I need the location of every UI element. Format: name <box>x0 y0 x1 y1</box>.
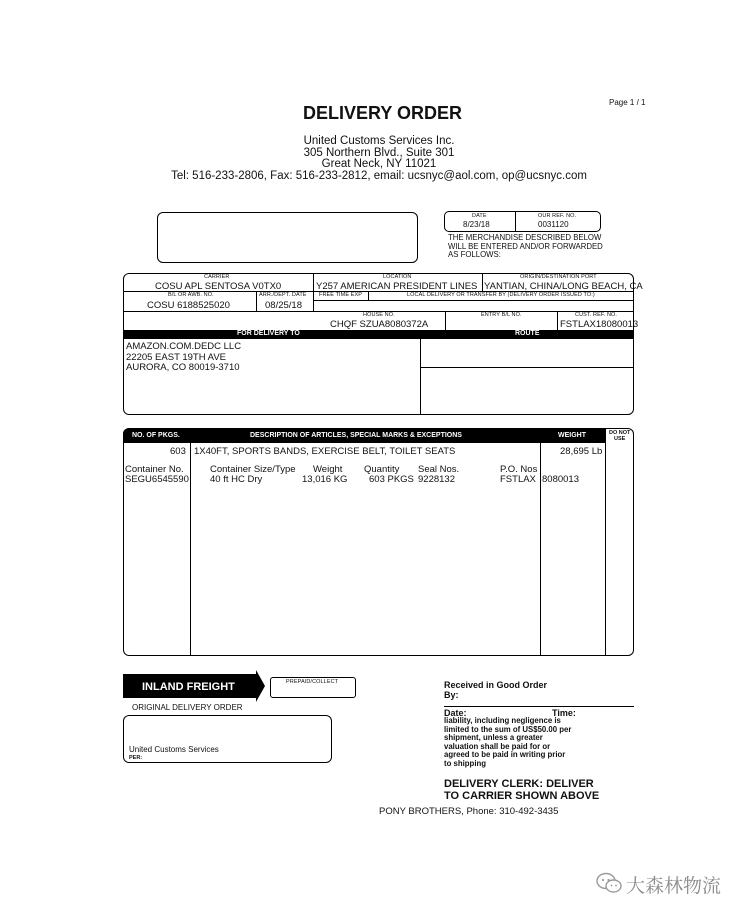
delivery-route-bar <box>123 330 634 339</box>
local-delivery-label: LOCAL DELIVERY OR TRANSFER BY (DELIVERY ORDER ISSUED TO:) <box>407 292 595 298</box>
company-address1: 305 Northern Blvd., Suite 301 <box>303 146 455 159</box>
col-divider <box>482 273 483 291</box>
free-time-label: FREE TIME EXP <box>319 292 363 298</box>
watermark-text: 大森林物流 <box>626 875 722 897</box>
row-divider <box>313 300 634 301</box>
signer-name: United Customs Services <box>129 745 219 754</box>
col-divider <box>540 443 541 656</box>
container-value: 13,016 KG <box>302 474 348 485</box>
our-ref-label: OUR REF. NO. <box>538 213 577 219</box>
do-not-use-header-2: USE <box>614 436 626 442</box>
route-divider <box>420 367 634 368</box>
container-value: SEGU6545590 <box>125 474 189 485</box>
cust-ref-value: FSTLAX18080013 <box>560 319 639 330</box>
col-divider <box>313 273 314 291</box>
liability-line: liability, including negligence is <box>444 716 561 725</box>
bl-label: B/L OR AWB. NO. <box>168 292 214 298</box>
container-header: Container Size/Type <box>210 464 296 475</box>
cust-ref-label: CUST. REF. NO. <box>575 312 618 318</box>
liability-line: limited to the sum of US$50.00 per <box>444 724 572 734</box>
route-label: ROUTE <box>515 330 540 337</box>
col-divider <box>605 428 606 656</box>
time-field-label: Time: <box>552 708 576 718</box>
weight-header: WEIGHT <box>558 432 586 439</box>
col-divider <box>420 339 421 415</box>
prepaid-collect-label: PREPAID/COLLECT <box>286 679 339 685</box>
signature-box <box>123 715 332 763</box>
col-divider <box>557 311 558 330</box>
date-label: DATE <box>472 213 487 219</box>
liability-text <box>444 717 571 768</box>
page-title: DELIVERY ORDER <box>303 103 463 123</box>
arr-value: 08/25/18 <box>265 300 302 311</box>
consignee-box <box>157 212 418 263</box>
entry-label: ENTRY B/L NO. <box>481 312 522 318</box>
merchandise-note-line: THE MERCHANDISE DESCRIBED BELOW <box>448 233 602 242</box>
wechat-logo <box>596 872 622 894</box>
per-label: PER: <box>129 755 143 761</box>
our-ref-value: 0031120 <box>538 220 569 229</box>
articles-table <box>123 428 634 656</box>
page-number: Page 1 / 1 <box>609 98 646 107</box>
col-divider <box>368 291 369 300</box>
container-value: FSTLAX <box>500 474 536 485</box>
by-label: By: <box>444 690 459 700</box>
for-delivery-label: FOR DELIVERY TO <box>237 330 300 337</box>
container-header: Quantity <box>364 464 400 475</box>
col-divider <box>256 291 257 311</box>
pkgs-value: 603 <box>170 446 186 457</box>
merchandise-note-line: AS FOLLOWS: <box>448 250 501 259</box>
delivery-address-line: AURORA, CO 80019-3710 <box>126 362 240 373</box>
received-label: Received in Good Order <box>444 680 548 690</box>
liability-line: to shipping <box>444 758 487 768</box>
container-header: Weight <box>313 464 343 475</box>
bl-value: COSU 6188525020 <box>147 300 230 311</box>
weight-value: 28,695 Lb <box>560 446 603 457</box>
container-value: 603 PKGS <box>369 474 414 485</box>
origin-value: YANTIAN, CHINA/LONG BEACH, CA <box>484 281 643 292</box>
location-value: Y257 AMERICAN PRESIDENT LINES <box>316 281 478 292</box>
house-label: HOUSE NO. <box>363 312 395 318</box>
col-divider <box>313 291 314 311</box>
signature-line <box>444 706 634 707</box>
company-address2: Great Neck, NY 11021 <box>321 158 437 170</box>
origin-label: ORIGIN/DESTINATION PORT <box>520 274 597 280</box>
original-delivery-order: ORIGINAL DELIVERY ORDER <box>132 703 243 712</box>
date-ref-divider <box>515 211 516 232</box>
do-not-use-header-1: DO NOT <box>609 430 631 436</box>
description-value: 1X40FT, SPORTS BANDS, EXERCISE BELT, TOILET SEATS <box>194 446 456 457</box>
carrier-value: COSU APL SENTOSA V0TX0 <box>155 281 282 292</box>
house-value: CHQF SZUA8080372A <box>330 319 429 330</box>
carrier-label: CARRIER <box>204 274 230 280</box>
pony-brothers: PONY BROTHERS, Phone: 310-492-3435 <box>379 806 559 817</box>
delivery-address <box>126 342 241 374</box>
po-continuation: 8080013 <box>542 474 579 485</box>
location-label: LOCATION <box>383 274 412 280</box>
arr-label: ARR./DEPT. DATE <box>259 292 307 298</box>
date-value: 8/23/18 <box>463 220 490 229</box>
col-divider <box>190 443 191 656</box>
merchandise-note-line: WILL BE ENTERED AND/OR FORWARDED <box>448 241 603 251</box>
description-header: DESCRIPTION OF ARTICLES, SPECIAL MARKS & EXCEPTIONS <box>250 432 462 439</box>
liability-line: valuation shall be paid for or <box>444 741 551 751</box>
container-header: P.O. Nos <box>500 464 538 475</box>
company-name: United Customs Services Inc. <box>303 135 455 147</box>
pkgs-header: NO. OF PKGS. <box>132 432 180 439</box>
company-contact: Tel: 516-233-2806, Fax: 516-233-2812, email: ucsnyc@aol.com, op@ucsnyc.com <box>171 169 587 182</box>
col-divider <box>445 311 446 330</box>
company-block <box>0 136 743 182</box>
container-header: Seal Nos. <box>418 464 460 475</box>
liability-line: shipment, unless a greater <box>444 733 543 742</box>
delivery-address-line: 22205 EAST 19TH AVE <box>126 351 226 363</box>
liability-line: agreed to be paid in writing prior <box>444 750 566 759</box>
date-field-label: Date: <box>444 708 467 718</box>
merchandise-note <box>448 234 603 260</box>
clerk-line-2: TO CARRIER SHOWN ABOVE <box>444 790 600 802</box>
container-value: 40 ft HC Dry <box>210 474 263 485</box>
inland-freight-label: INLAND FREIGHT <box>142 681 235 693</box>
delivery-address-line: AMAZON.COM.DEDC LLC <box>126 341 242 352</box>
articles-header-bar <box>123 428 606 443</box>
container-value: 9228132 <box>418 474 455 485</box>
container-header: Container No. <box>125 464 184 475</box>
clerk-line-1: DELIVERY CLERK: DELIVER <box>444 778 594 790</box>
